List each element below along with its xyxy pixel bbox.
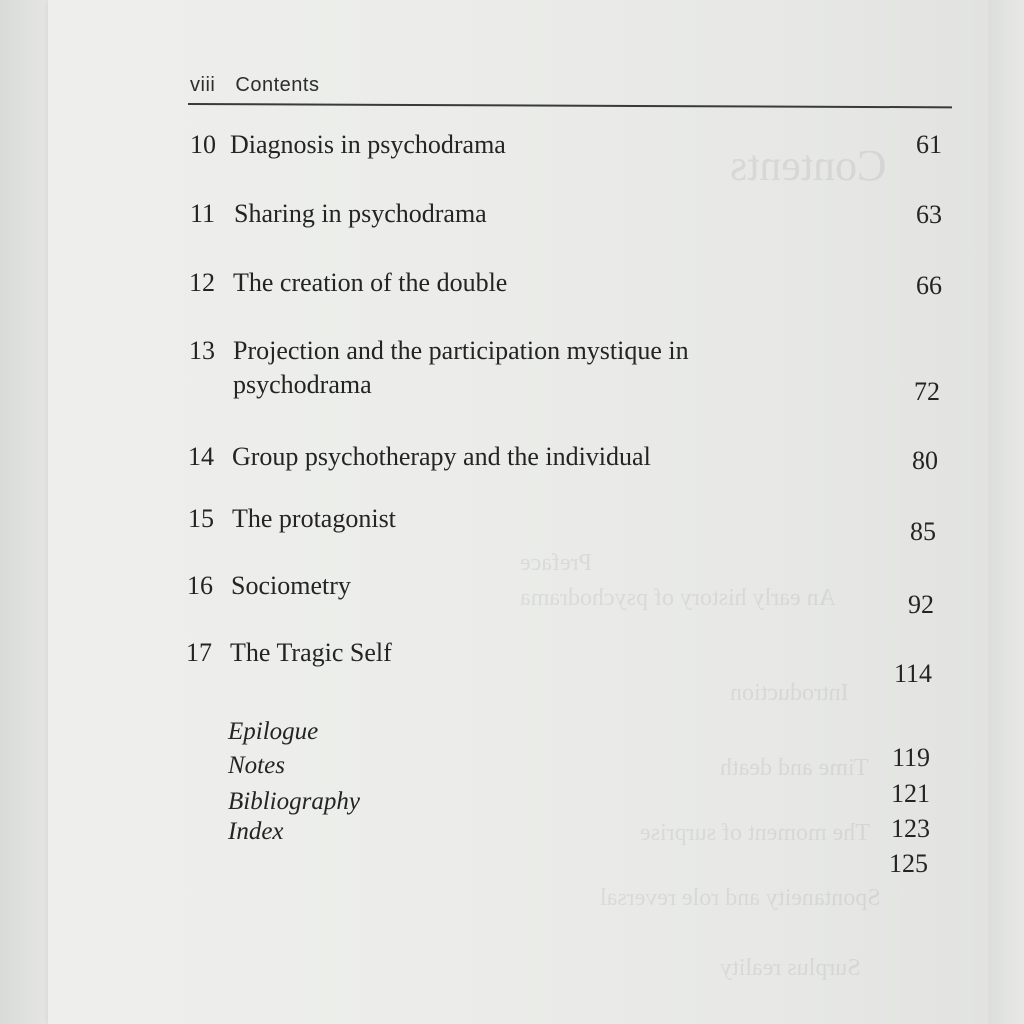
show-through-text: Contents: [730, 141, 887, 190]
back-matter-page-number: 125: [889, 849, 928, 878]
chapter-number: 12: [189, 268, 215, 297]
chapter-title: Sociometry: [231, 571, 351, 600]
show-through-text: Spontaneity and role reversal: [600, 885, 881, 911]
back-matter-page-number: 123: [891, 814, 930, 843]
running-head: [190, 74, 319, 97]
chapter-number: 13: [189, 336, 215, 365]
chapter-title: The creation of the double: [233, 268, 508, 297]
show-through-text: Preface: [520, 550, 592, 576]
show-through-text: An early history of psychodrama: [520, 585, 836, 611]
chapter-page-number: 66: [916, 271, 942, 300]
chapter-number: 17: [186, 638, 212, 667]
running-head-title: Contents: [235, 74, 320, 96]
back-matter-title-index[interactable]: Index: [228, 818, 284, 845]
toc-entry[interactable]: [188, 504, 396, 534]
back-matter-title-epilogue[interactable]: Epilogue: [228, 718, 319, 745]
show-through-text: Surplus reality: [720, 955, 861, 981]
chapter-page-number: 61: [916, 130, 942, 159]
chapter-page-number: 114: [893, 659, 932, 688]
chapter-page-number: 63: [916, 200, 942, 229]
chapter-number: 11: [190, 199, 216, 228]
toc-entry[interactable]: [189, 268, 507, 298]
toc-entry[interactable]: [188, 442, 651, 472]
chapter-number: 16: [187, 571, 213, 600]
chapter-number: 10: [190, 130, 216, 159]
toc-entry[interactable]: [186, 638, 392, 668]
show-through-text: The moment of surprise: [640, 820, 870, 846]
toc-entry[interactable]: [190, 130, 506, 160]
chapter-title: Projection and the participation mystique in: [233, 336, 689, 365]
chapter-title: Group psychotherapy and the individual: [232, 442, 651, 471]
left-page-edge: [0, 0, 48, 1024]
show-through-text: Introduction: [730, 680, 849, 706]
back-matter-page-number: 119: [891, 743, 930, 772]
show-through-text: Time and death: [720, 755, 869, 781]
chapter-title: The Tragic Self: [230, 638, 392, 667]
chapter-page-number: 85: [910, 517, 936, 546]
chapter-title: Sharing in psychodrama: [234, 199, 487, 228]
chapter-title: The protagonist: [232, 504, 396, 533]
back-matter-title-bibliography[interactable]: Bibliography: [228, 788, 360, 815]
chapter-title: Diagnosis in psychodrama: [230, 130, 506, 159]
chapter-page-number: 92: [908, 590, 934, 619]
chapter-title-continuation: psychodrama: [233, 370, 372, 399]
chapter-page-number: 72: [914, 377, 940, 406]
toc-entry[interactable]: [189, 336, 689, 366]
back-matter-page-number: 121: [891, 779, 930, 808]
toc-entry[interactable]: [187, 571, 351, 601]
chapter-number: 14: [188, 442, 214, 471]
chapter-number: 15: [188, 504, 214, 533]
chapter-page-number: 80: [912, 446, 938, 475]
back-matter-title-notes[interactable]: Notes: [228, 752, 285, 779]
right-page-edge: [988, 0, 1024, 1024]
toc-entry[interactable]: [190, 199, 487, 229]
running-head-page-number: viii: [190, 74, 216, 96]
